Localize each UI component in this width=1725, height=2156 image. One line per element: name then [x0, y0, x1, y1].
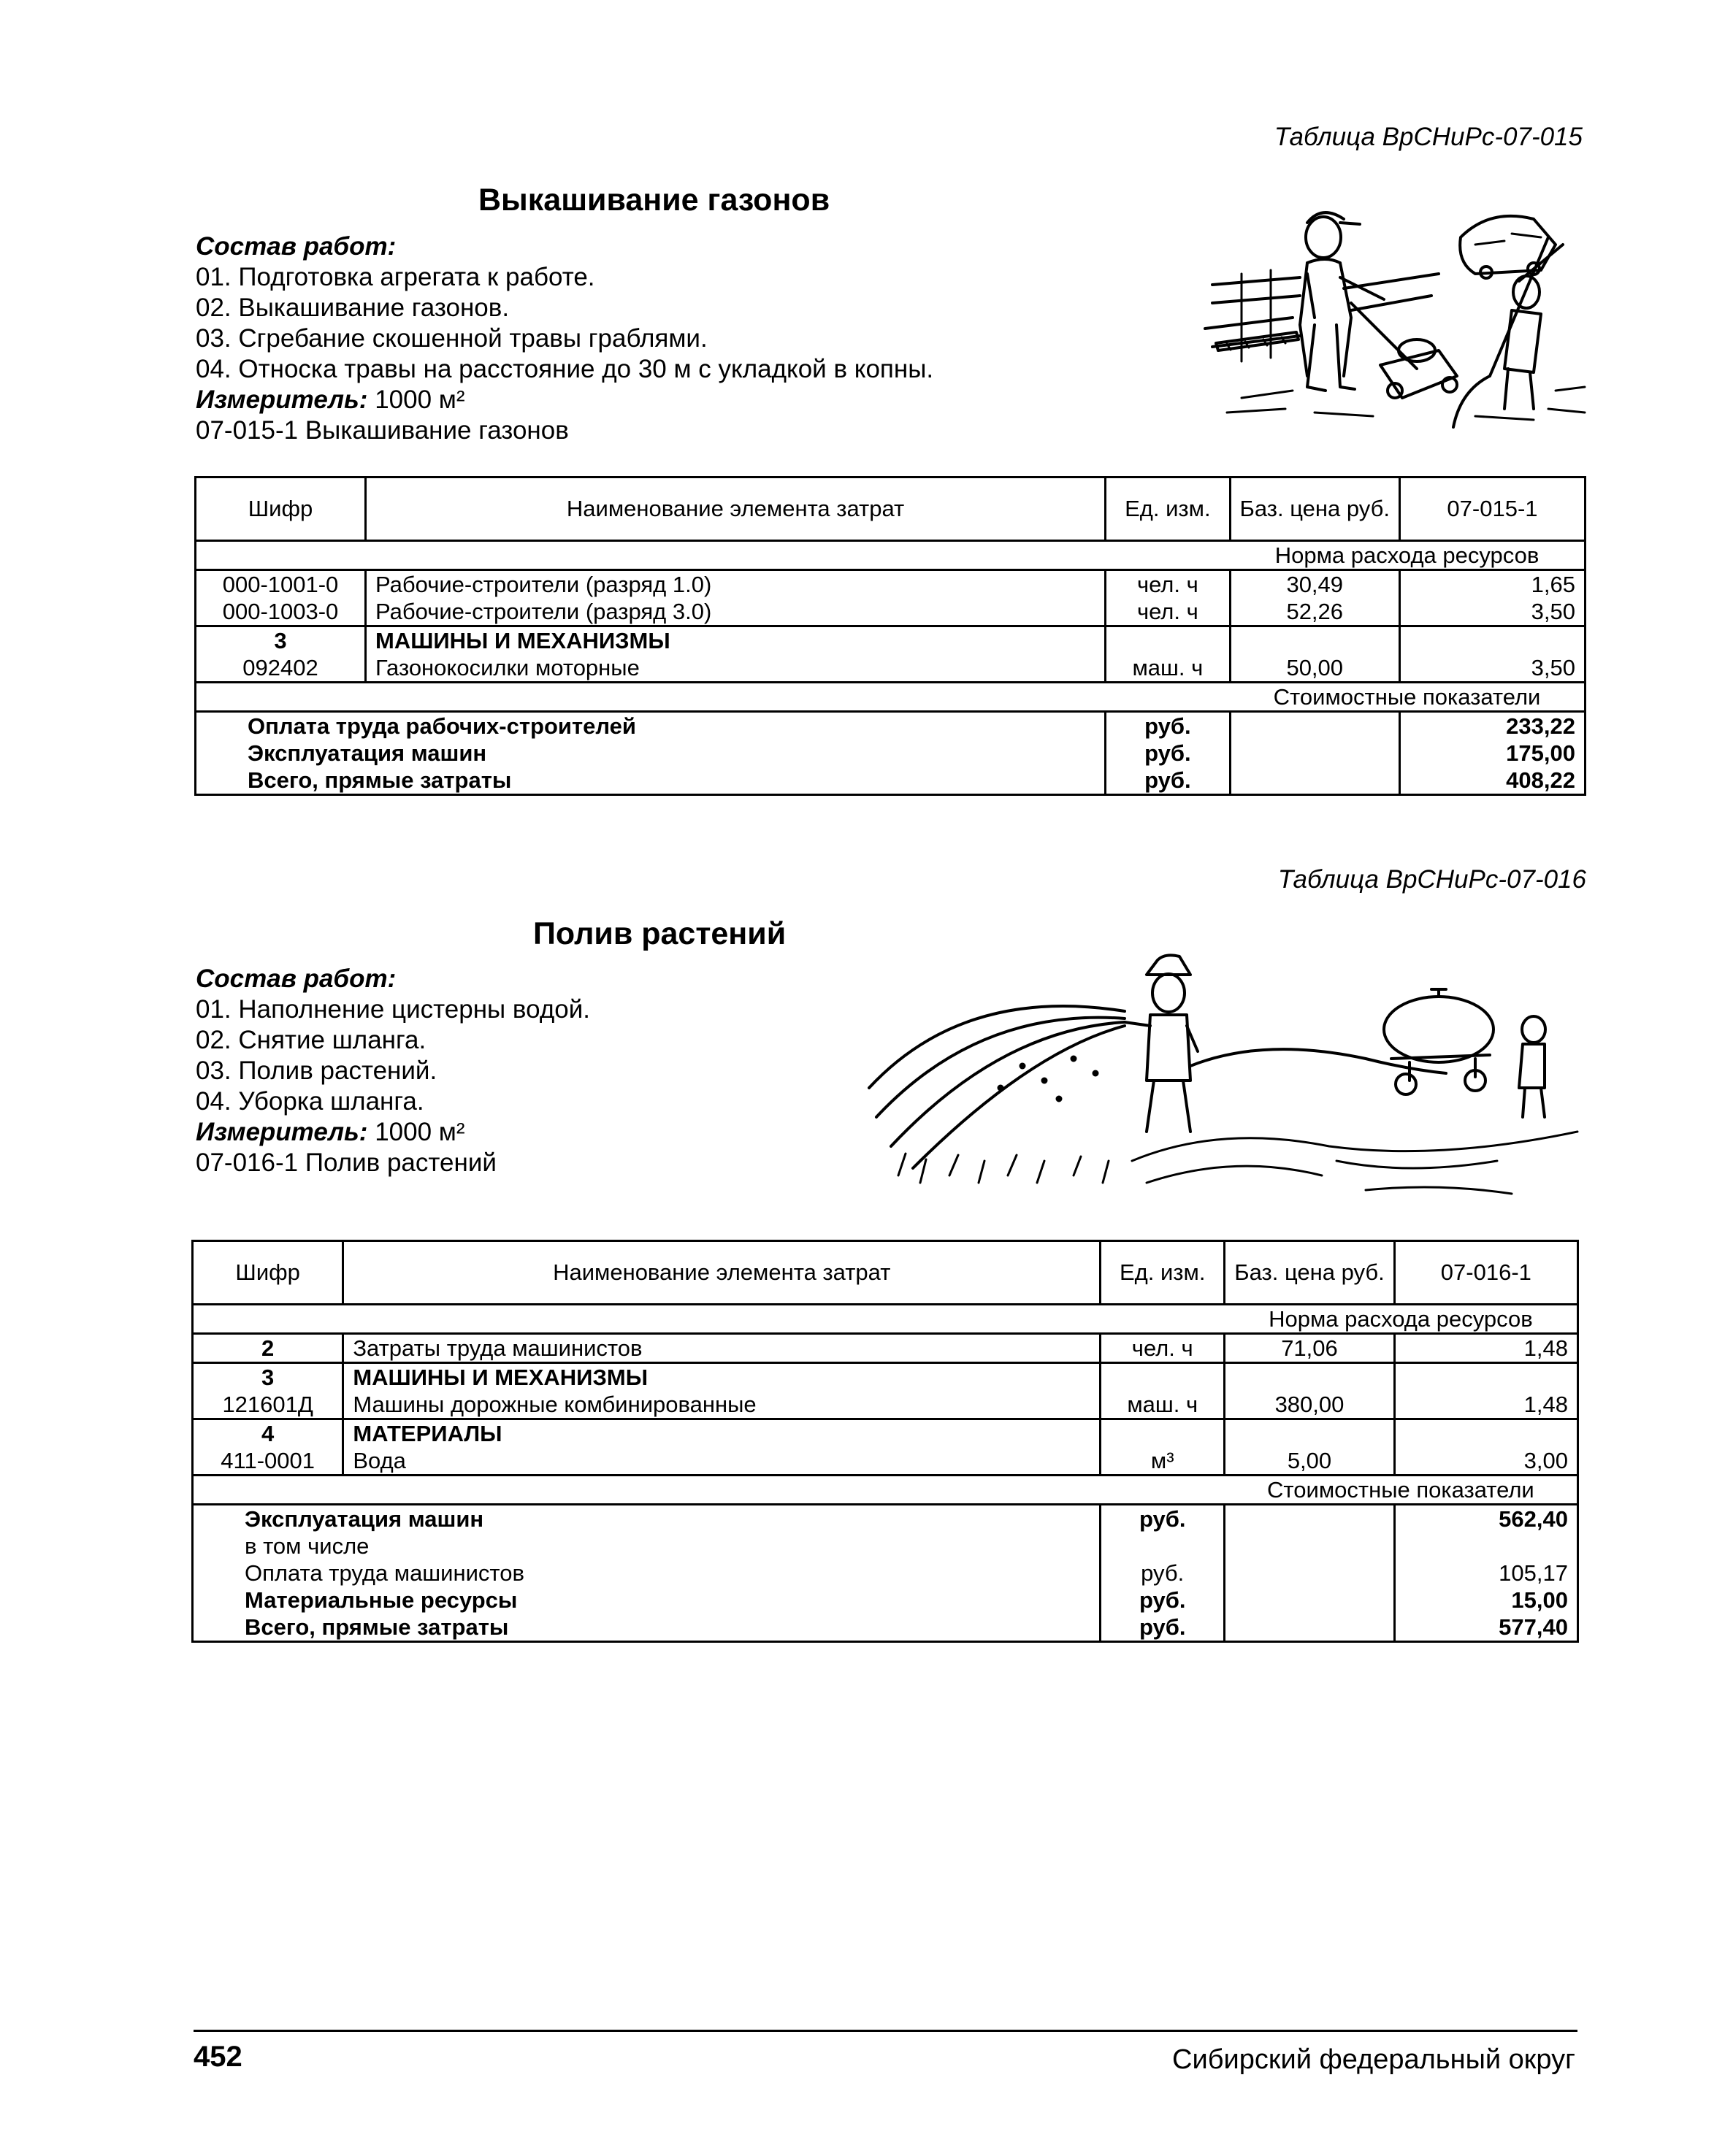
composition-block-1 — [196, 231, 933, 446]
header-name: Наименование элемента затрат — [366, 477, 1106, 541]
cost-table-1 — [194, 476, 1586, 796]
cost-unit: руб. — [1101, 1587, 1225, 1614]
footer-region: Сибирский федеральный округ — [1172, 2044, 1575, 2075]
row-price: 52,26 — [1230, 598, 1399, 626]
row-name: Рабочие-строители (разряд 3.0) — [366, 598, 1106, 626]
header-price: Баз. цена руб. — [1230, 477, 1399, 541]
row-price: 71,06 — [1225, 1334, 1394, 1363]
table-row — [196, 598, 1586, 626]
header-name: Наименование элемента затрат — [343, 1241, 1101, 1305]
step-1: 01. Подготовка агрегата к работе. — [196, 263, 595, 291]
row-price: 50,00 — [1230, 654, 1399, 683]
step-2: 02. Выкашивание газонов. — [196, 294, 510, 322]
cost-name: Всего, прямые затраты — [196, 767, 1106, 795]
cost-value: 562,40 — [1394, 1505, 1577, 1533]
group-title: МАШИНЫ И МЕХАНИЗМЫ — [343, 1363, 1101, 1392]
cost-value: 175,00 — [1399, 740, 1585, 767]
header-unit: Ед. изм. — [1101, 1241, 1225, 1305]
footer-rule — [194, 2030, 1577, 2032]
item-line: 07-015-1 Выкашивание газонов — [196, 416, 569, 445]
group-row — [193, 1363, 1578, 1392]
row-name: Вода — [343, 1447, 1101, 1476]
row-code: 2 — [193, 1334, 343, 1363]
composition-block-2 — [196, 964, 590, 1178]
group-title: МАТЕРИАЛЫ — [343, 1419, 1101, 1448]
measure-line — [196, 1117, 590, 1148]
group-num: 3 — [193, 1363, 343, 1392]
illustration-mowing — [1198, 193, 1592, 434]
row-price: 5,00 — [1225, 1447, 1394, 1476]
row-code: 092402 — [196, 654, 366, 683]
step-4: 04. Уборка шланга. — [196, 1087, 424, 1116]
group-title: МАШИНЫ И МЕХАНИЗМЫ — [366, 626, 1106, 655]
row-name: Газонокосилки моторные — [366, 654, 1106, 683]
measure-value: 1000 м² — [375, 385, 465, 414]
table-row — [193, 1391, 1578, 1419]
step-1: 01. Наполнение цистерны водой. — [196, 995, 590, 1024]
row-unit: чел. ч — [1106, 598, 1230, 626]
cost-unit: руб. — [1106, 740, 1230, 767]
cost-row — [196, 712, 1586, 740]
cost-name: Эксплуатация машин — [193, 1505, 1101, 1533]
cost-value: 15,00 — [1394, 1587, 1577, 1614]
cost-value: 408,22 — [1399, 767, 1585, 795]
table-header-row — [196, 477, 1586, 541]
cost-row-total — [196, 767, 1586, 795]
row-name: Рабочие-строители (разряд 1.0) — [366, 570, 1106, 599]
cost-unit: руб. — [1101, 1614, 1225, 1642]
measure-label: Измеритель: — [196, 385, 368, 414]
cost-unit: руб. — [1106, 712, 1230, 740]
cost-title-row — [196, 683, 1586, 712]
cost-value — [1394, 1532, 1577, 1560]
header-norm-code: 07-016-1 — [1394, 1241, 1577, 1305]
cost-name: Всего, прямые затраты — [193, 1614, 1101, 1642]
norm-title-row — [193, 1305, 1578, 1334]
header-norm-code: 07-015-1 — [1399, 477, 1585, 541]
measure-value: 1000 м² — [375, 1118, 465, 1146]
row-price: 380,00 — [1225, 1391, 1394, 1419]
table-caption-2: Таблица ВрСНиРс-07-016 — [1277, 865, 1586, 894]
row-value: 3,00 — [1394, 1447, 1577, 1476]
header-code: Шифр — [193, 1241, 343, 1305]
step-2: 02. Снятие шланга. — [196, 1026, 427, 1054]
row-price: 30,49 — [1230, 570, 1399, 599]
table-row — [193, 1334, 1578, 1363]
cost-name: Материальные ресурсы — [193, 1587, 1101, 1614]
page-number: 452 — [194, 2041, 242, 2073]
step-3: 03. Сгребание скошенной травы граблями. — [196, 324, 708, 353]
cost-row — [193, 1560, 1578, 1587]
section-title-mowing: Выкашивание газонов — [478, 183, 830, 218]
cost-title: Стоимостные показатели — [1225, 1476, 1578, 1505]
group-row — [196, 626, 1586, 655]
cost-title: Стоимостные показатели — [1230, 683, 1585, 712]
table-row — [193, 1447, 1578, 1476]
header-code: Шифр — [196, 477, 366, 541]
composition-label: Состав работ: — [196, 964, 397, 993]
cost-table-2 — [191, 1240, 1579, 1643]
row-unit: маш. ч — [1101, 1391, 1225, 1419]
cost-name: Эксплуатация машин — [196, 740, 1106, 767]
table-header-row — [193, 1241, 1578, 1305]
cost-name: в том числе — [193, 1532, 1101, 1560]
row-unit: м³ — [1101, 1447, 1225, 1476]
step-4: 04. Относка травы на расстояние до 30 м с укладкой в копны. — [196, 355, 934, 383]
cost-unit: руб. — [1106, 767, 1230, 795]
section-title-watering: Полив растений — [533, 916, 787, 951]
cost-value: 105,17 — [1394, 1560, 1577, 1587]
cost-unit — [1101, 1532, 1225, 1560]
cost-row — [193, 1532, 1578, 1560]
group-num: 4 — [193, 1419, 343, 1448]
cost-title-row — [193, 1476, 1578, 1505]
row-value: 1,65 — [1399, 570, 1585, 599]
norm-title: Норма расхода ресурсов — [1225, 1305, 1578, 1334]
table-row — [196, 570, 1586, 599]
row-code: 411-0001 — [193, 1447, 343, 1476]
cost-value: 577,40 — [1394, 1614, 1577, 1642]
header-price: Баз. цена руб. — [1225, 1241, 1394, 1305]
table-caption-1: Таблица ВрСНиРс-07-015 — [1274, 123, 1583, 151]
illustration-watering — [854, 942, 1592, 1205]
row-value: 1,48 — [1394, 1391, 1577, 1419]
measure-line — [196, 385, 933, 415]
table-row — [196, 654, 1586, 683]
row-code: 000-1001-0 — [196, 570, 366, 599]
norm-title: Норма расхода ресурсов — [1230, 541, 1585, 570]
norm-title-row — [196, 541, 1586, 570]
row-name: Затраты труда машинистов — [343, 1334, 1101, 1363]
cost-row — [193, 1505, 1578, 1533]
cost-unit: руб. — [1101, 1505, 1225, 1533]
group-num: 3 — [196, 626, 366, 655]
row-unit: чел. ч — [1106, 570, 1230, 599]
cost-name: Оплата труда рабочих-строителей — [196, 712, 1106, 740]
cost-unit: руб. — [1101, 1560, 1225, 1587]
cost-name: Оплата труда машинистов — [193, 1560, 1101, 1587]
row-value: 3,50 — [1399, 598, 1585, 626]
row-unit: чел. ч — [1101, 1334, 1225, 1363]
row-code: 121601Д — [193, 1391, 343, 1419]
measure-label: Измеритель: — [196, 1118, 368, 1146]
row-code: 000-1003-0 — [196, 598, 366, 626]
group-row — [193, 1419, 1578, 1448]
row-name: Машины дорожные комбинированные — [343, 1391, 1101, 1419]
row-unit: маш. ч — [1106, 654, 1230, 683]
composition-label: Состав работ: — [196, 232, 397, 261]
cost-row — [193, 1587, 1578, 1614]
row-value: 1,48 — [1394, 1334, 1577, 1363]
row-value: 3,50 — [1399, 654, 1585, 683]
step-3: 03. Полив растений. — [196, 1056, 437, 1085]
item-line: 07-016-1 Полив растений — [196, 1148, 497, 1177]
cost-value: 233,22 — [1399, 712, 1585, 740]
cost-row-total — [193, 1614, 1578, 1642]
header-unit: Ед. изм. — [1106, 477, 1230, 541]
cost-row — [196, 740, 1586, 767]
